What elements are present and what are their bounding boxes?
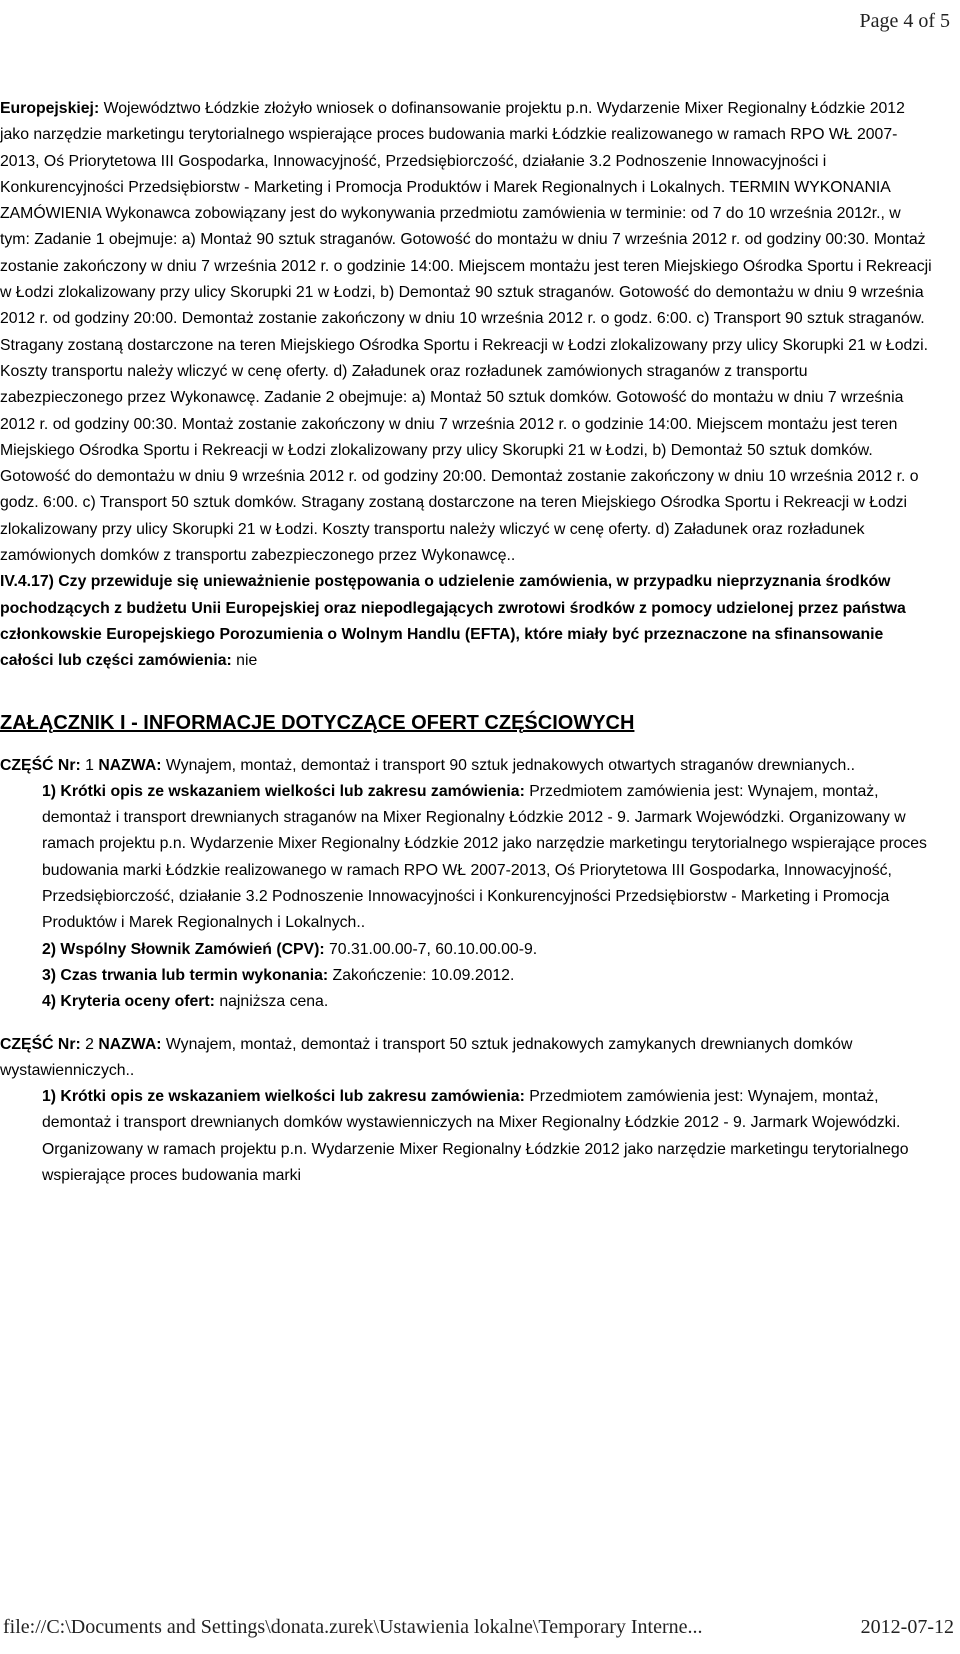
annex-title: ZAŁĄCZNIK I - INFORMACJE DOTYCZĄCE OFERT CZĘŚCIOWYCH (0, 711, 635, 734)
part-1-criteria-label: 4) Kryteria oceny ofert: (42, 993, 215, 1011)
part-1-time-value: Zakończenie: 10.09.2012. (328, 966, 515, 984)
lead-label: Europejskiej: (0, 100, 100, 117)
part-2-desc-label: 1) Krótki opis ze wskazaniem wielkości lub zakresu zamówienia: (42, 1088, 525, 1106)
part-1-description (0, 779, 934, 937)
part-2-header (0, 1032, 934, 1085)
part-1-cpv-value: 70.31.00.00-7, 60.10.00.00-9. (324, 940, 538, 958)
part-2-nr-value: 2 (80, 1035, 99, 1053)
part-1-criteria-value: najniższa cena. (214, 993, 329, 1011)
main-paragraph (0, 96, 934, 569)
part-1-cpv (0, 937, 934, 963)
part-1-desc-value: Przedmiotem zamówienia jest: Wynajem, montaż, demontaż i transport drewnianych straganów na Mixer Regionalny Łódzkie 2012 - 9. Jarmark Wojewódzki. Organizowany w ramach projektu p.n. Wydarzenie Mixer Regionalny Łódzkie 2012 jako narzędzie marketingu terytorialnego wspierające proces budowania marki Łódzkie realizowanego w ramach RPO WŁ 2007-2013, Oś Priorytetowa III Gospodarka, Innowacyjność, Przedsiębiorczość, działanie 3.2 Podnoszenie Innowacyjności i Konkurencyjności Przedsiębiorstw - Marketing i Promocja Produktów i Marek Regionalnych i Lokalnych.. (42, 782, 927, 932)
part-1-desc-label: 1) Krótki opis ze wskazaniem wielkości lub zakresu zamówienia: (42, 782, 525, 800)
part-2-name-value: Wynajem, montaż, demontaż i transport 50 sztuk jednakowych zamykanych drewnianych domków wystawienniczych.. (0, 1035, 853, 1079)
part-1-cpv-label: 2) Wspólny Słownik Zamówień (CPV): (42, 940, 325, 958)
part-2-desc-value: Przedmiotem zamówienia jest: Wynajem, montaż, demontaż i transport drewnianych domków wystawienniczych na Mixer Regionalny Łódzkie 2012 - 9. Jarmark Wojewódzki. Organizowany w ramach projektu p.n. Wydarzenie Mixer Regionalny Łódzkie 2012 jako narzędzie marketingu terytorialnego wspierające proces budowania marki (42, 1088, 909, 1184)
part-1-nr-label: CZĘŚĆ Nr: (0, 756, 81, 774)
part-1-duration (0, 963, 934, 989)
part-1-header (0, 753, 934, 779)
footer-file-path: file://C:\Documents and Settings\donata.zurek\Ustawienia lokalne\Temporary Interne... (3, 1616, 703, 1638)
part-2-description (0, 1084, 934, 1189)
part-2-nr-label: CZĘŚĆ Nr: (0, 1035, 81, 1053)
question-label: IV.4.17) Czy przewiduje się unieważnienie postępowania o udzielenie zamówienia, w przypadku nieprzyznania środków pochodzących z budżetu Unii Europejskiej oraz niepodlegających zwrotowi środków z pomocy udzielonej przez państwa członkowskie Europejskiego Porozumienia o Wolnym Handlu (EFTA), które miały być przeznaczone na sfinansowanie całości lub części zamówienia: (0, 573, 906, 670)
page-number: Page 4 of 5 (859, 10, 950, 32)
main-text: Województwo Łódzkie złożyło wniosek o dofinansowanie projektu p.n. Wydarzenie Mixer Regionalny Łódzkie 2012 jako narzędzie marketingu terytorialnego wspierające proces budowania marki Łódzkie realizowanego w ramach RPO WŁ 2007-2013, Oś Priorytetowa III Gospodarka, Innowacyjność, Przedsiębiorczość, działanie 3.2 Podnoszenie Innowacyjności i Konkurencyjności Przedsiębiorstw - Marketing i Promocja Produktów i Marek Regionalnych i Lokalnych. TERMIN WYKONANIA ZAMÓWIENIA Wykonawca zobowiązany jest do wykonywania przedmiotu zamówienia w terminie: od 7 do 10 września 2012r., w tym: Zadanie 1 obejmuje: a) Montaż 90 sztuk straganów. Gotowość do montażu w dniu 7 września 2012 r. od godziny 00:30. Montaż zostanie zakończony w dniu 7 września 2012 r. o godzinie 14:00. Miejscem montażu jest teren Miejskiego Ośrodka Sportu i Rekreacji w Łodzi zlokalizowany przy ulicy Skorupki 21 w Łodzi, b) Demontaż 90 sztuk straganów. Gotowość do demontażu w dniu 9 września 2012 r. od godziny 20:00. Demontaż zostanie zakończony w dniu 10 września 2012 r. o godz. 6:00. c) Transport 90 sztuk straganów. Stragany zostaną dostarczone na teren Miejskiego Ośrodka Sportu i Rekreacji w Łodzi zlokalizowany przy ulicy Skorupki 21 w Łodzi. Koszty transportu należy wliczyć w cenę oferty. d) Załadunek oraz rozładunek zamówionych straganów z transportu zabezpieczonego przez Wykonawcę. Zadanie 2 obejmuje: a) Montaż 50 sztuk domków. Gotowość do montażu w dniu 7 września 2012 r. od godziny 00:30. Montaż zostanie zakończony w dniu 7 września 2012 r. o godzinie 14:00. Miejscem montażu jest teren Miejskiego Ośrodka Sportu i Rekreacji w Łodzi zlokalizowany przy ulicy Skorupki 21 w Łodzi, b) Demontaż 50 sztuk domków. Gotowość do demontażu w dniu 9 września 2012 r. od godziny 20:00. Demontaż zostanie zakończony w dniu 10 września 2012 r. o godz. 6:00. c) Transport 50 sztuk domków. Stragany zostaną dostarczone na teren Miejskiego Ośrodka Sportu i Rekreacji w Łodzi zlokalizowany przy ulicy Skorupki 21 w Łodzi. Koszty transportu należy wliczyć w cenę oferty. d) Załadunek oraz rozładunek zamówionych domków z transportu zabezpieczonego przez Wykonawcę.. (0, 100, 932, 565)
question-answer: nie (231, 652, 258, 670)
part-1-nr-value: 1 (80, 756, 99, 774)
part-1-name-value: Wynajem, montaż, demontaż i transport 90 sztuk jednakowych otwartych straganów drewnianych.. (161, 756, 856, 774)
part-2-name-label: NAZWA: (98, 1035, 162, 1053)
footer-date: 2012-07-12 (860, 1616, 954, 1638)
part-1-name-label: NAZWA: (98, 756, 162, 774)
page-footer (3, 1616, 954, 1639)
question-iv-4-17 (0, 569, 934, 674)
part-1-time-label: 3) Czas trwania lub termin wykonania: (42, 966, 329, 984)
part-1-criteria (0, 989, 934, 1015)
document-body (0, 96, 934, 1189)
